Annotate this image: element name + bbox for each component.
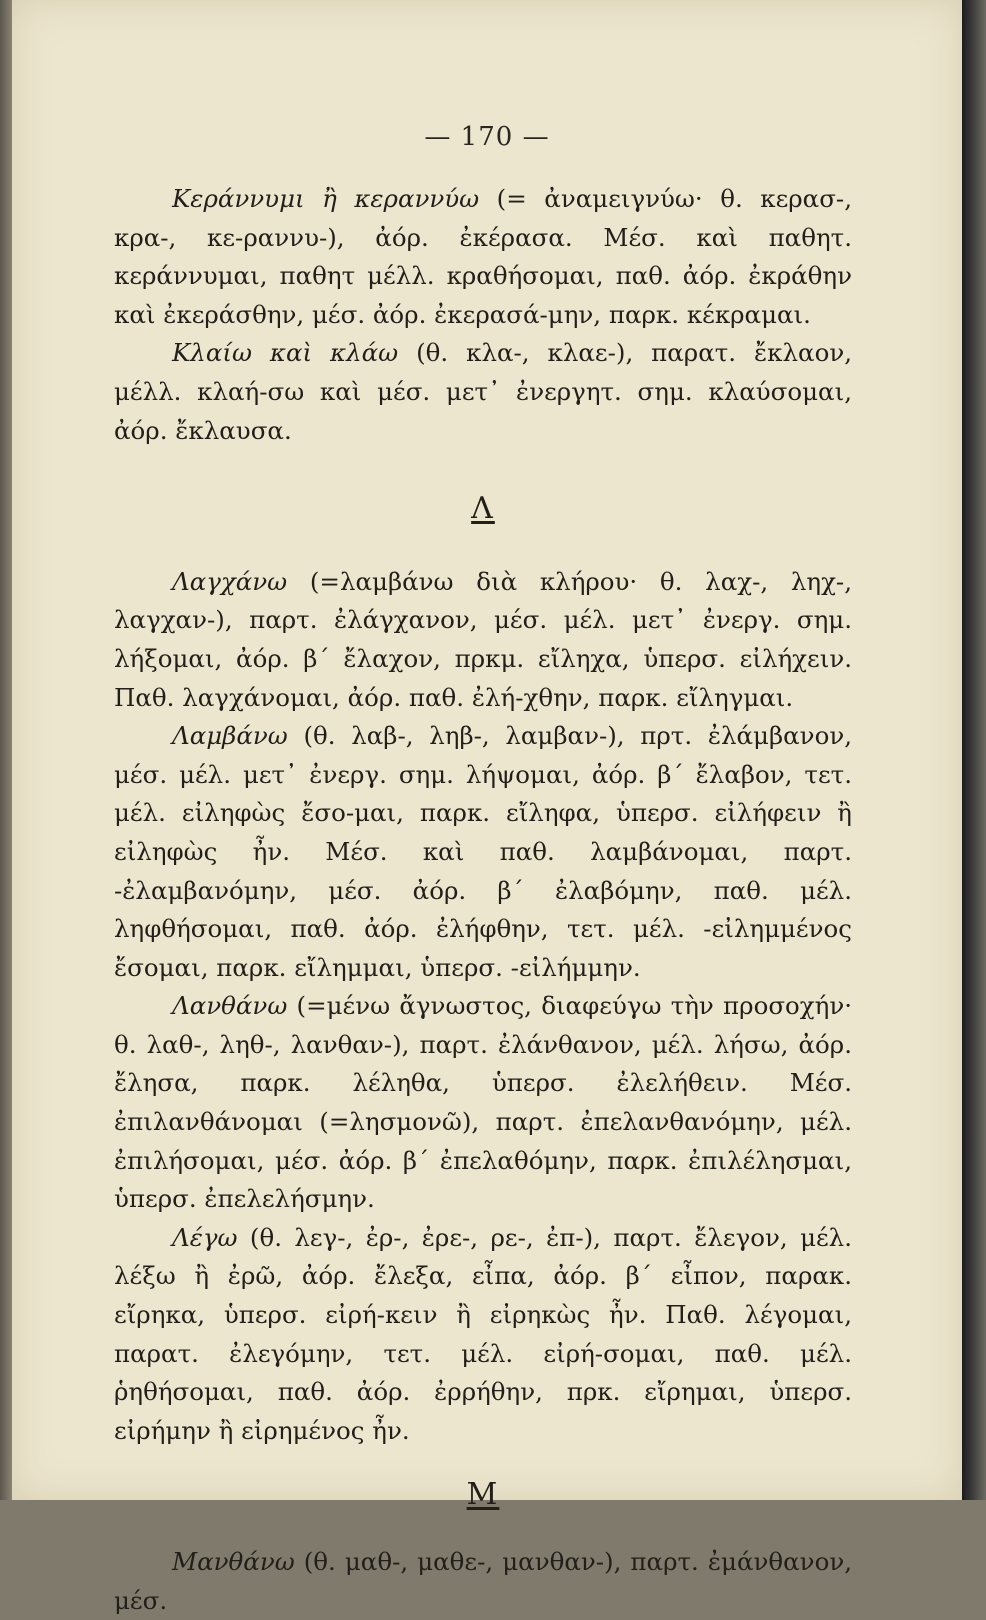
entry-headword: Λανθάνω — [172, 991, 288, 1021]
entry-headword: Μανθάνω — [172, 1547, 295, 1576]
dictionary-entry — [114, 717, 852, 987]
entry-text: (=λαμβάνω διὰ κλήρου· θ. λαχ-, ληχ-, λαγχαν-), παρτ. ἐλάγχανον, μέσ. μέλ. μετ᾽ ἐνεργ. σημ. λήξομαι, ἀόρ. β΄ ἔλαχον, πρκμ. εἴληχα, ὑπερσ. εἰλήχειν. Παθ. λαγχάνομαι, ἀόρ. παθ. ἐλή-χθην, παρκ. εἴληγμαι. — [114, 566, 852, 712]
entry-headword: Κεράννυμι ἢ κεραννύω — [172, 184, 480, 213]
entry-headword: Λαγχάνω — [172, 566, 288, 596]
page-number: — 170 — — [424, 122, 550, 152]
entry-headword: Λαμβάνω — [172, 721, 288, 751]
entry-headword: Κλαίω καὶ κλάω — [172, 338, 399, 368]
book-page — [12, 0, 962, 1615]
dictionary-entry — [114, 1543, 852, 1620]
entry-text: (=μένω ἄγνωστος, διαφεύγω τὴν προσοχήν· θ. λαθ-, ληθ-, λανθαν-), παρτ. ἐλάνθανον, μέλ. λήσω, ἀόρ. ἔλησα, παρκ. λέληθα, ὑπερσ. ἐλελήθειν. Μέσ. ἐπιλανθάνομαι (=λησμονῶ), παρτ. ἐπελανθανόμην, μέλ. ἐπιλήσομαι, μέσ. ἀόρ. β΄ ἐπελαθόμην, παρκ. ἐπιλέλησμαι, ὑπερσ. ἐπελελήσμην. — [114, 991, 852, 1214]
dictionary-entry — [114, 563, 852, 717]
section-letter-mu: Μ — [466, 1477, 500, 1513]
entry-text: (= ἀναμειγνύω· θ. κερασ-, κρα-, κε-ραννυ-), ἀόρ. ἐκέρασα. Μέσ. καὶ παθητ. κεράννυμαι, παθητ μέλλ. κραθήσομαι, παθ. ἀόρ. ἐκράθην καὶ ἐκεράσθην, μέσ. ἀόρ. ἐκερασά-μην, παρκ. κέκραμαι. — [114, 184, 853, 329]
entry-text: (θ. μαθ-, μαθε-, μανθαν-), παρτ. ἐμάνθανον, μέσ. — [114, 1547, 852, 1615]
section-letter-lambda: Λ — [471, 491, 495, 527]
dictionary-entry — [114, 180, 852, 334]
entry-text: (θ. λεγ-, ἐρ-, ἐρε-, ρε-, ἐπ-), παρτ. ἔλεγον, μέλ. λέξω ἢ ἐρῶ, ἀόρ. ἔλεξα, εἶπα, ἀόρ. β΄ εἶπον, παρακ. εἴρηκα, ὑπερσ. εἰρή-κειν ἢ εἰρηκὼς ἦν. Παθ. λέγομαι, παρατ. ἐλεγόμην, τετ. μέλ. εἰρή-σομαι, παθ. μέλ. ῥηθήσομαι, παθ. ἀόρ. ἐρρήθην, πρκ. εἴρημαι, ὑπερσ. εἰρήμην ἢ εἰρημένος ἦν. — [114, 1222, 852, 1445]
entry-headword: Λέγω — [172, 1222, 238, 1252]
entry-text: (θ. κλα-, κλαε-), παρατ. ἔκλαον, μέλλ. κλαή-σω καὶ μέσ. μετ᾽ ἐνεργητ. σημ. κλαύσομαι, ἀόρ. ἔκλαυσα. — [114, 338, 852, 445]
dictionary-entry — [114, 334, 852, 450]
dictionary-entry — [114, 987, 852, 1219]
book-edge-right — [962, 0, 986, 1500]
entry-text: (θ. λαβ-, ληβ-, λαμβαν-), πρτ. ἐλάμβανον, μέσ. μέλ. μετ᾽ ἐνεργ. σημ. λήψομαι, ἀόρ. β΄ ἔλαβον, τετ. μέλ. εἰληφὼς ἔσο-μαι, παρκ. εἴληφα, ὑπερσ. εἰλήφειν ἢ εἰληφὼς ἦν. Μέσ. καὶ παθ. λαμβάνομαι, παρτ. -ἐλαμβανόμην, μέσ. ἀόρ. β΄ ἐλαβόμην, παθ. μέλ. ληφθήσομαι, παθ. ἀόρ. ἐλήφθην, τετ. μέλ. -εἰλημμένος ἔσομαι, παρκ. εἴλημμαι, ὑπερσ. -εἰλήμμην. — [114, 721, 852, 982]
page-body — [114, 180, 852, 1620]
dictionary-entry — [114, 1219, 852, 1451]
book-gutter-left — [0, 0, 12, 1500]
